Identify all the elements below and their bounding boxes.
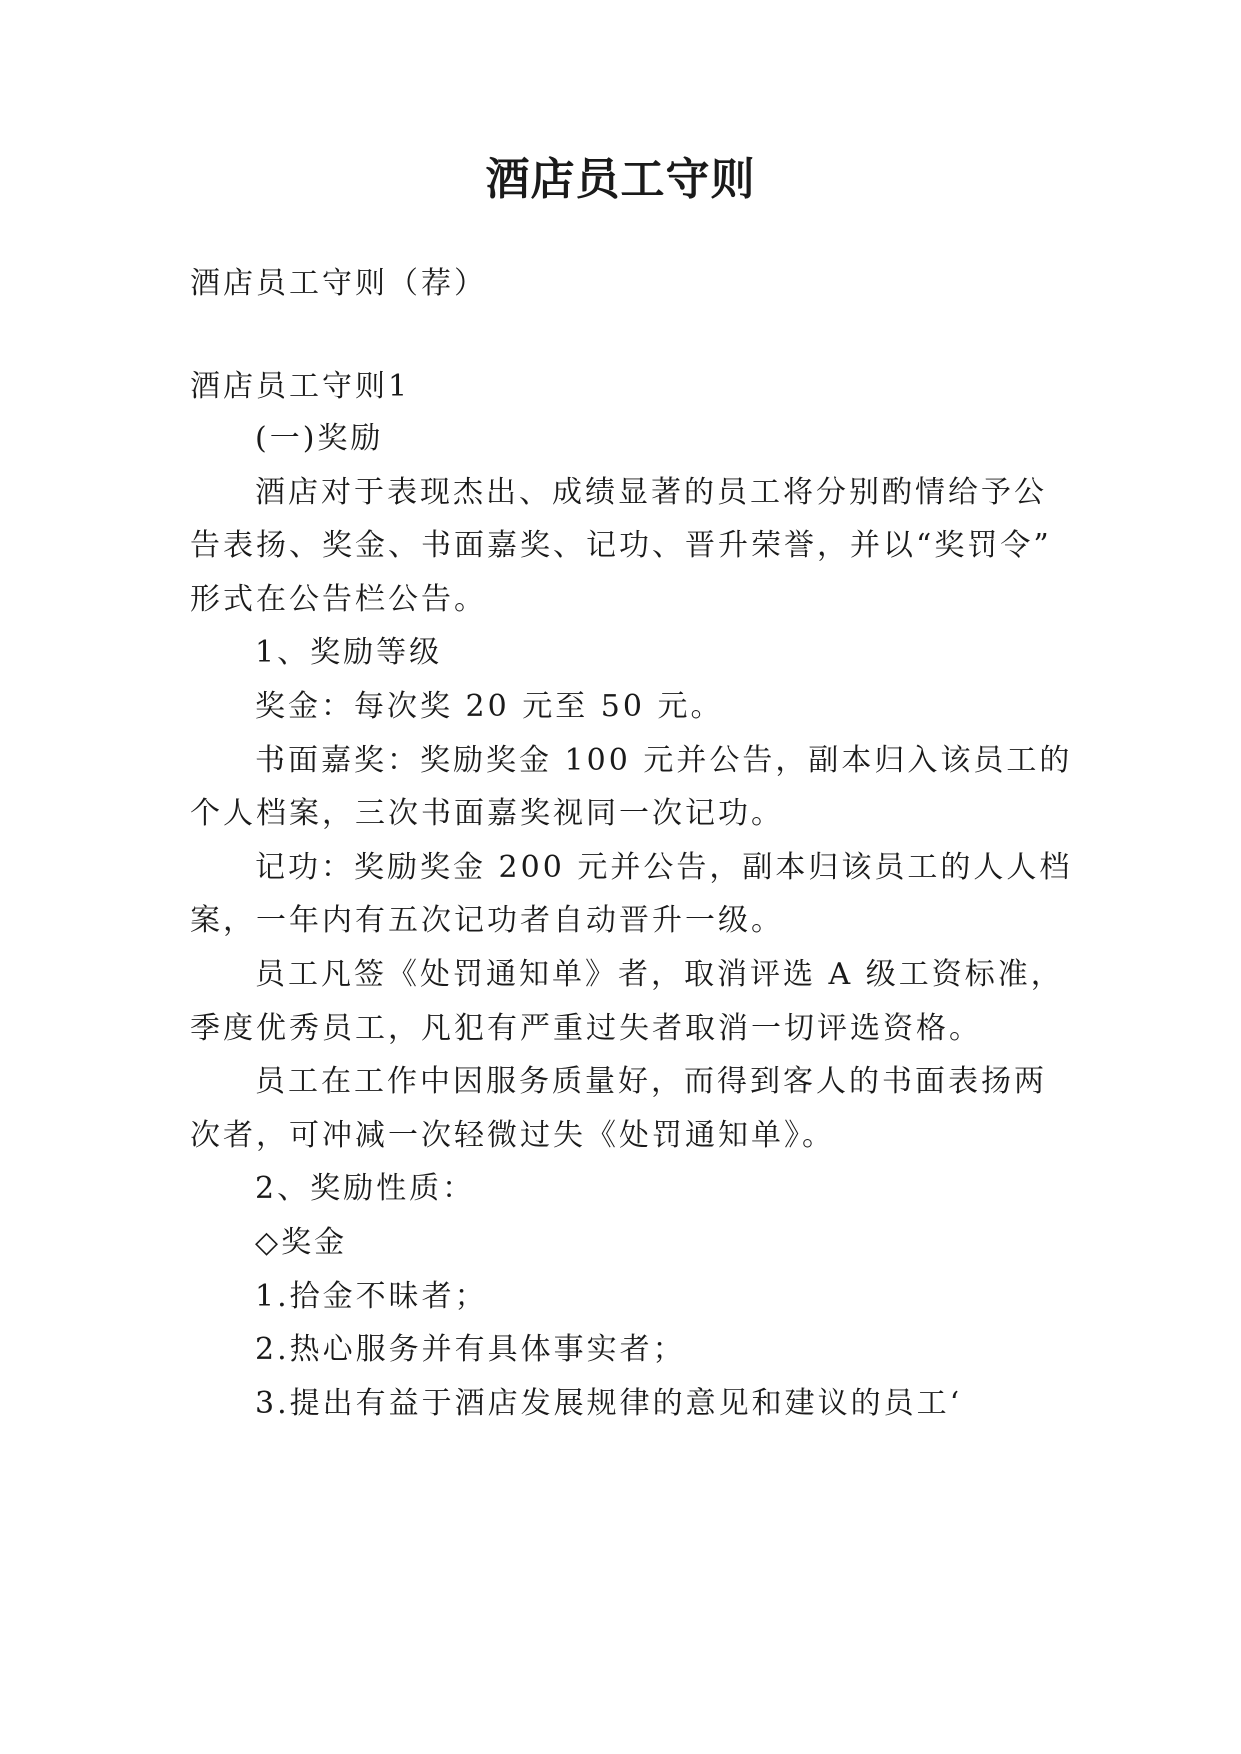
body-line: 奖金：每次奖 20 元至 50 元。 bbox=[255, 689, 724, 724]
body-line: 1、奖励等级 bbox=[255, 635, 443, 670]
document-title: 酒店员工守则 bbox=[485, 154, 756, 205]
body-line: 记功：奖励奖金 200 元并公告，副本归该员工的人人档 bbox=[255, 850, 1073, 885]
body-line: 2.热心服务并有具体事实者； bbox=[255, 1332, 686, 1367]
body-line: 告表扬、奖金、书面嘉奖、记功、晋升荣誉，并以“奖罚令” bbox=[190, 528, 1052, 563]
body-line: ◇奖金 bbox=[255, 1225, 348, 1260]
body-line: 1.拾金不昧者； bbox=[255, 1279, 488, 1314]
body-line: 形式在公告栏公告。 bbox=[190, 582, 487, 617]
body-line: 3.提出有益于酒店发展规律的意见和建议的员工‘ bbox=[255, 1386, 963, 1421]
body-line: 书面嘉奖：奖励奖金 100 元并公告，副本归入该员工的 bbox=[255, 743, 1073, 778]
body-line: 个人档案，三次书面嘉奖视同一次记功。 bbox=[190, 796, 784, 831]
body-line: 员工在工作中因服务质量好，而得到客人的书面表扬两 bbox=[255, 1064, 1047, 1099]
body-line: 2、奖励性质： bbox=[255, 1171, 476, 1206]
body-line: 次者，可冲减一次轻微过失《处罚通知单》。 bbox=[190, 1118, 835, 1153]
body-line: 酒店对于表现杰出、成绩显著的员工将分别酌情给予公 bbox=[255, 475, 1047, 510]
body-line: 案，一年内有五次记功者自动晋升一级。 bbox=[190, 903, 784, 938]
body-line: 季度优秀员工，凡犯有严重过失者取消一切评选资格。 bbox=[190, 1011, 982, 1046]
section-heading: 酒店员工守则1 bbox=[190, 369, 411, 404]
body-line: 员工凡签《处罚通知单》者，取消评选 A 级工资标准， bbox=[255, 957, 1064, 992]
document-subtitle: 酒店员工守则（荐） bbox=[190, 266, 487, 301]
body-line: (一)奖励 bbox=[255, 421, 384, 456]
